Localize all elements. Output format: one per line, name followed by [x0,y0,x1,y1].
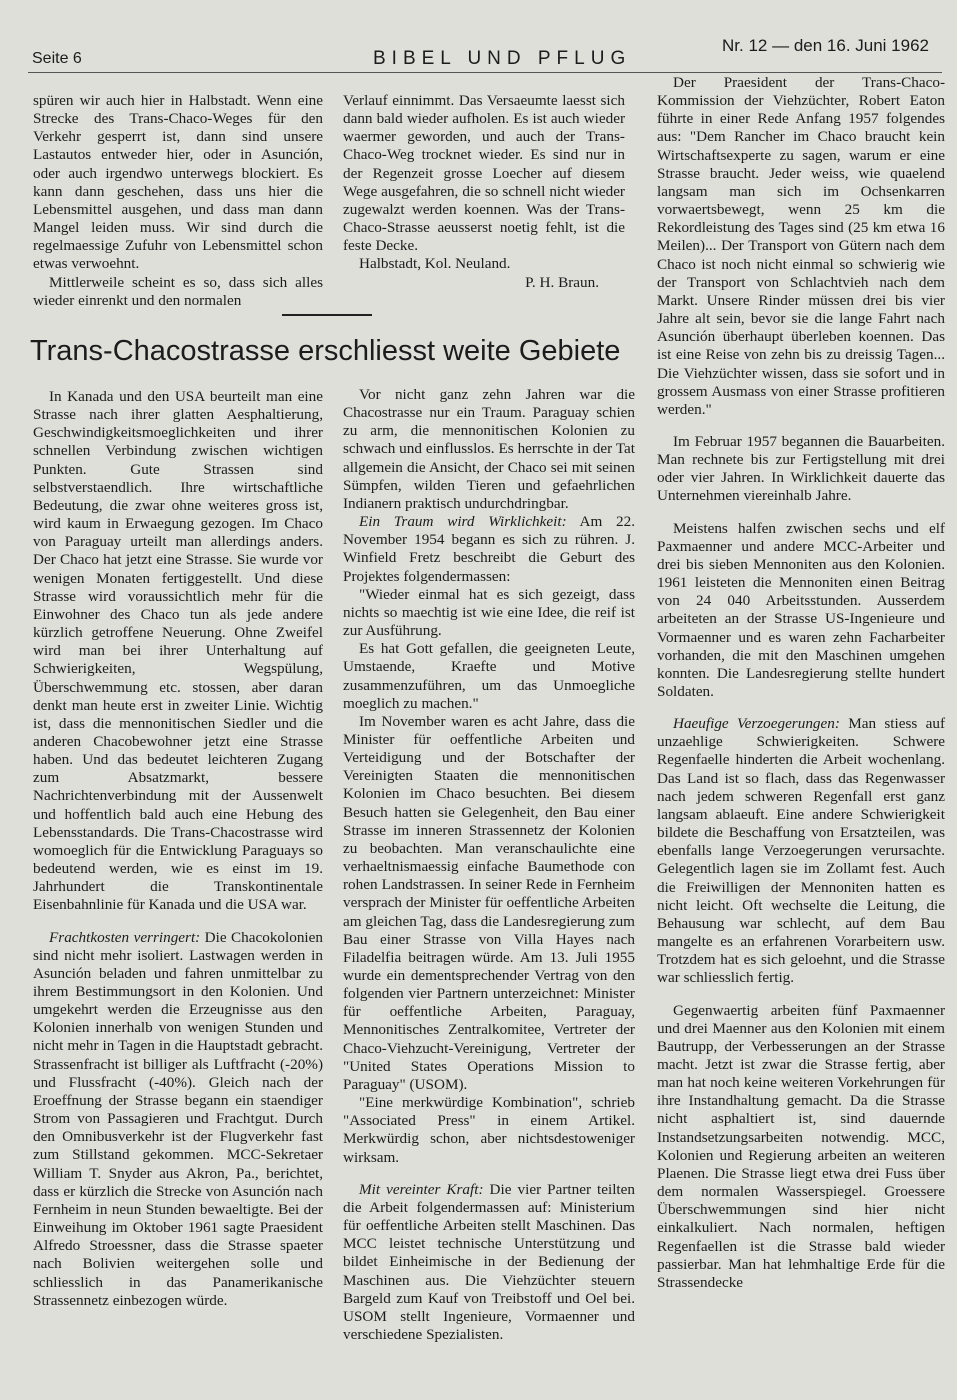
subheading: Frachtkosten verringert: [49,928,201,946]
paragraph [657,715,945,987]
paragraph: "Eine merkwürdige Kombination", schrieb "Associated Press" in einem Artikel. Merkwürdig schon, aber nichtsdestoweniger wirksam. [343,1094,635,1166]
paragraph: Der Praesident der Trans-Chaco-Kommission der Viehzüchter, Robert Eaton führte in einer Rede Anfang 1957 folgendes aus: "Dem Rancher im Chaco braucht kein Wirtschaftsexperte zu sagen, warum er eine Strasse braucht. Jeder weiss, wie quaelend langsam man sich im Ochsenkarren vorwaertsbewegt, wenn 25 km die Rekordleistung des Tages sind (25 km etwa 16 Meilen)... Der Transport von Gütern nach dem Chaco ist noch nicht einmal so schwierig wie der Transport von Schlachtvieh nach dem Markt. Unsere Rinder müssen drei bis vier Jahre alt sein, bevor sie die lange Fahrt nach Asunción überhaupt überleben koennen. Das ist eine Reise von zehn bis zu dreissig Tagen... Die Viehzüchter wissen, dass sie sofort und in grossem Ausmass von einer Strasse profitieren werden." [657,74,945,418]
continued-article-column-2 [343,92,625,292]
newspaper-title: BIBEL UND PFLUG [373,48,632,69]
subheading: Haeufige Verzoegerungen: [673,715,840,733]
paragraph [343,513,635,586]
paragraph [343,1181,635,1344]
paragraph-text: Die Chacokolonien sind nicht mehr isoliert. Lastwagen werden in Asunción beladen und fahren unmittelbar zu ihrem Bestimmungsort in den Kolonien. Und umgekehrt werden die Erzeugnisse aus den Kolonien innerhalb von wenigen Stunden und nicht mehr in Tagen in die Hauptstadt gebracht. Strassenfracht ist billiger als Luftfracht (-20%) und Flussfracht (-40%). Gleich nach der Eroeffnung der Strasse begann ein staendiger Strom von Passagieren und Frachtgut. Durch den Omnibusverkehr ist der Flugverkehr fast zum Stillstand gekommen. MCC-Sekretaer William T. Snyder aus Akron, Pa., berichtet, dass er kürzlich die Strecke von Asunción nach Fernheim in neun Stunden bewaeltigte. Bei der Einweihung im Oktober 1961 sagte Praesident Alfredo Stroessner, dass die Strasse spaeter nach Bolivien weitergehen solle und schliesslich in das Panamerikanische Strassennetz einbezogen würde. [33,928,323,1309]
subheading: Ein Traum wird Wirklichkeit: [359,513,567,531]
paragraph: spüren wir auch hier in Halbstadt. Wenn eine Strecke des Trans-Chaco-Weges für den Verkehr gesperrt ist, dann sind unsere Lastautos entweder hier, oder in Asunción, oder auch irgendwo unterwegs blockiert. Es kann dann geschehen, dass uns hier die Lebensmittel ausgehen, und dass man dann Mangel leiden muss. Wir sind durch die regelmaessige Zufuhr von Lebensmittel schon etwas verwoehnt. [33,92,323,273]
article-column-3 [657,74,945,1292]
header-rule [28,72,942,73]
paragraph: Im Februar 1957 begannen die Bauarbeiten. Man rechnete bis zur Fertigstellung mit drei oder vier Jahren. In Wirklichkeit dauerte das Unternehmen viereinhalb Jahre. [657,432,945,505]
issue-date: Nr. 12 — den 16. Juni 1962 [722,36,929,55]
continued-article-column-1 [33,92,323,310]
page-number: Seite 6 [32,50,82,67]
paragraph: Meistens halfen zwischen sechs und elf Paxmaenner und andere MCC-Arbeiter und drei bis sieben Mennoniten aus den Kolonien. 1961 leisteten die Mennoniten einen Beitrag von 24 040 Arbeitsstunden. Ausserdem arbeiteten an der Strasse US-Ingenieure und Vormaenner und es waren zehn Facharbeiter vorhanden, die mit den Maschinen umgehen konnten. Die Landesregierung stellte hundert Soldaten. [657,519,945,700]
paragraph: Mittlerweile scheint es so, dass sich alles wieder einrenkt und den normalen [33,273,323,309]
subheading: Mit vereinter Kraft: [359,1180,484,1198]
article-column-1 [33,388,323,1310]
article-separator-rule [282,314,372,316]
paragraph-text: Am 22. November 1954 begann es sich zu rühren. J. Winfield Fretz beschreibt die Geburt des Projektes folgendermassen: [343,513,635,585]
paragraph: Im November waren es acht Jahre, dass die Minister für oeffentliche Arbeiten und Verteidigung und der Botschafter der Vereinigten Staaten die mennonitischen Kolonien im Chaco besuchten. Bei diesem Besuch hatten sie Gelegenheit, den Bau einer Strasse im inneren Strassennetz der Kolonien zu beobachten. Man veranschaulichte eine verhaeltnismaessig einfache Baumethode con rohen Landstrassen. In seiner Rede in Fernheim versprach der Minister für oeffentliche Arbeiten am gleichen Tag, dass die Landesregierung zum Bau einer Strasse von Villa Hayes nach Filadelfia beitragen würde. Am 13. Juli 1955 wurde ein dementsprechender Vertrag von den folgenden vier Partnern unterzeichnet: Minister für oeffentliche Arbeiten, Paraguay, Mennonitisches Zentralkomitee, Vertreter der Chaco-Viehzucht-Vereinigung, Vertreter der "United States Operations Mission to Paraguay" (USOM). [343,712,635,1093]
paragraph-text: Man stiess auf unzaehlige Schwierigkeiten. Schwere Regenfaelle hinderten die Arbeit wochenlang. Das Land ist so flach, dass das Regenwasser nach jedem schweren Regenfall erst ganz langsam ablaeuft. Eine andere Schwierigkeit bildete die Beschaffung von Ersatzteilen, was ebenfalls lange Verzoegerungen verursachte. Gelegentlich lagen sie im Zollamt fest. Auch die Freiwilligen der Mennoniten hatten es nicht leicht. Oft wechselte die Leitung, die Behausung war schlecht, auf dem Bau mangelte es an erfahrenen Vorarbeitern usw. Trotzdem hat es sich geloehnt, und die Strasse war schliesslich fertig. [657,715,945,987]
paragraph: "Wieder einmal hat es sich gezeigt, dass nichts so maechtig ist wie eine Idee, die reif ist zur Ausführung. [343,585,635,640]
article-column-2 [343,386,635,1344]
paragraph-text: Die vier Partner teilten die Arbeit folgendermassen auf: Ministerium für oeffentliche Arbeiten stellt Maschinen. Das MCC leistet technische Unterstützung und bildet Einheimische in der Bedienung der Maschinen aus. Die Viehzüchter steuern Bargeld zum Kauf von Treibstoff und Oel bei. USOM stellt Ingenieure, Vormaenner und verschiedene Spezialisten. [343,1180,635,1343]
paragraph: Verlauf einnimmt. Das Versaeumte laesst sich dann bald wieder aufholen. Es ist auch wieder waermer geworden, und auch der Trans-Chaco-Weg trocknet wieder. Es sind nur in der Regenzeit grosse Loecher auf diesem Wege ausgefahren, die so schnell nicht wieder zugewalzt werden koennen. Was der Trans-Chaco-Strasse aeusserst noetig fehlt, ist die feste Decke. [343,92,625,255]
author-signature: P. H. Braun. [525,273,599,291]
author-location: Halbstadt, Kol. Neuland. [359,255,511,273]
paragraph: Es hat Gott gefallen, die geeigneten Leute, Umstaende, Kraefte und Motive zusammenzuführen, um das Unmoegliche moeglich zu machen." [343,640,635,712]
article-headline: Trans-Chacostrasse erschliesst weite Gebiete [30,335,621,367]
paragraph: Gegenwaertig arbeiten fünf Paxmaenner und drei Maenner aus den Kolonien mit einem Bautrupp, der Verbesserungen an der Strasse macht. Jetzt ist zwar die Strasse fertig, aber man hat noch keine weiteren Vorkehrungen für ihre Instandhaltung gemacht. Da die Strasse nicht asphaltiert ist, sind dauernde Instandsetzungsarbeiten notwendig. MCC, Kolonien und Regierung arbeiten an weiteren Plaenen. Die Strasse liegt etwa drei Fuss über dem normalen Wasserspiegel. Groessere Überschwemmungen sind hier nicht einkalkuliert. Nach normalen, heftigen Regenfaellen ist die Strasse bald wieder passierbar. Man hat lehmhaltige Erde für die Strassendecke [657,1001,945,1291]
running-head [30,38,937,68]
paragraph [33,929,323,1310]
paragraph: Vor nicht ganz zehn Jahren war die Chacostrasse nur ein Traum. Paraguay schien zu arm, die mennonitischen Kolonien zu schwach und einflusslos. Es herrschte in der Tat allgemein die Ansicht, der Chaco sei mit seinen Sümpfen, wilden Tieren und gefaehrlichen Indianern praktisch undurchdringbar. [343,386,635,512]
paragraph: In Kanada und den USA beurteilt man eine Strasse nach ihrer glatten Aesphaltierung, Geschwindigkeitsmoeglichkeiten und ihrer schnellen Verbindung zwischen wichtigen Punkten. Gute Strassen sind selbstverstaendlich. Ihre wirtschaftliche Bedeutung, die zwar ohne weiteres gross ist, wird kaum in Erwaegung gezogen. Im Chaco von Paraguay urteilt man allerdings anders. Der Chaco hat jetzt eine Strasse. Sie wurde vor wenigen Monaten fertiggestellt. Und diese Strasse wird voraussichtlich mehr für die Einwohner des Chaco tun als jede andere kürzlich getroffene Neuerung. Ohne Zweifel wird man bei ihrer Unterhaltung auf Schwierigkeiten, Wegspülung, Überschwemmung etc. stossen, aber daran denkt man heute erst in zweiter Linie. Wichtig ist, dass die mennonitischen Siedler und die anderen Chacobewohner jetzt eine Strasse haben. Und das bedeutet leichteren Zugang zum Absatzmarkt, bessere Nachrichtenverbindung mit der Aussenwelt und hoffentlich bald auch eine Hebung des Lebensstandards. Die Trans-Chacostrasse wird womoeglich für die Entwicklung Paraguays so bedeutend werden, wie es einst im 19. Jahrhundert die Transkontinentale Eisenbahnlinie für Kanada und die USA war. [33,388,323,914]
